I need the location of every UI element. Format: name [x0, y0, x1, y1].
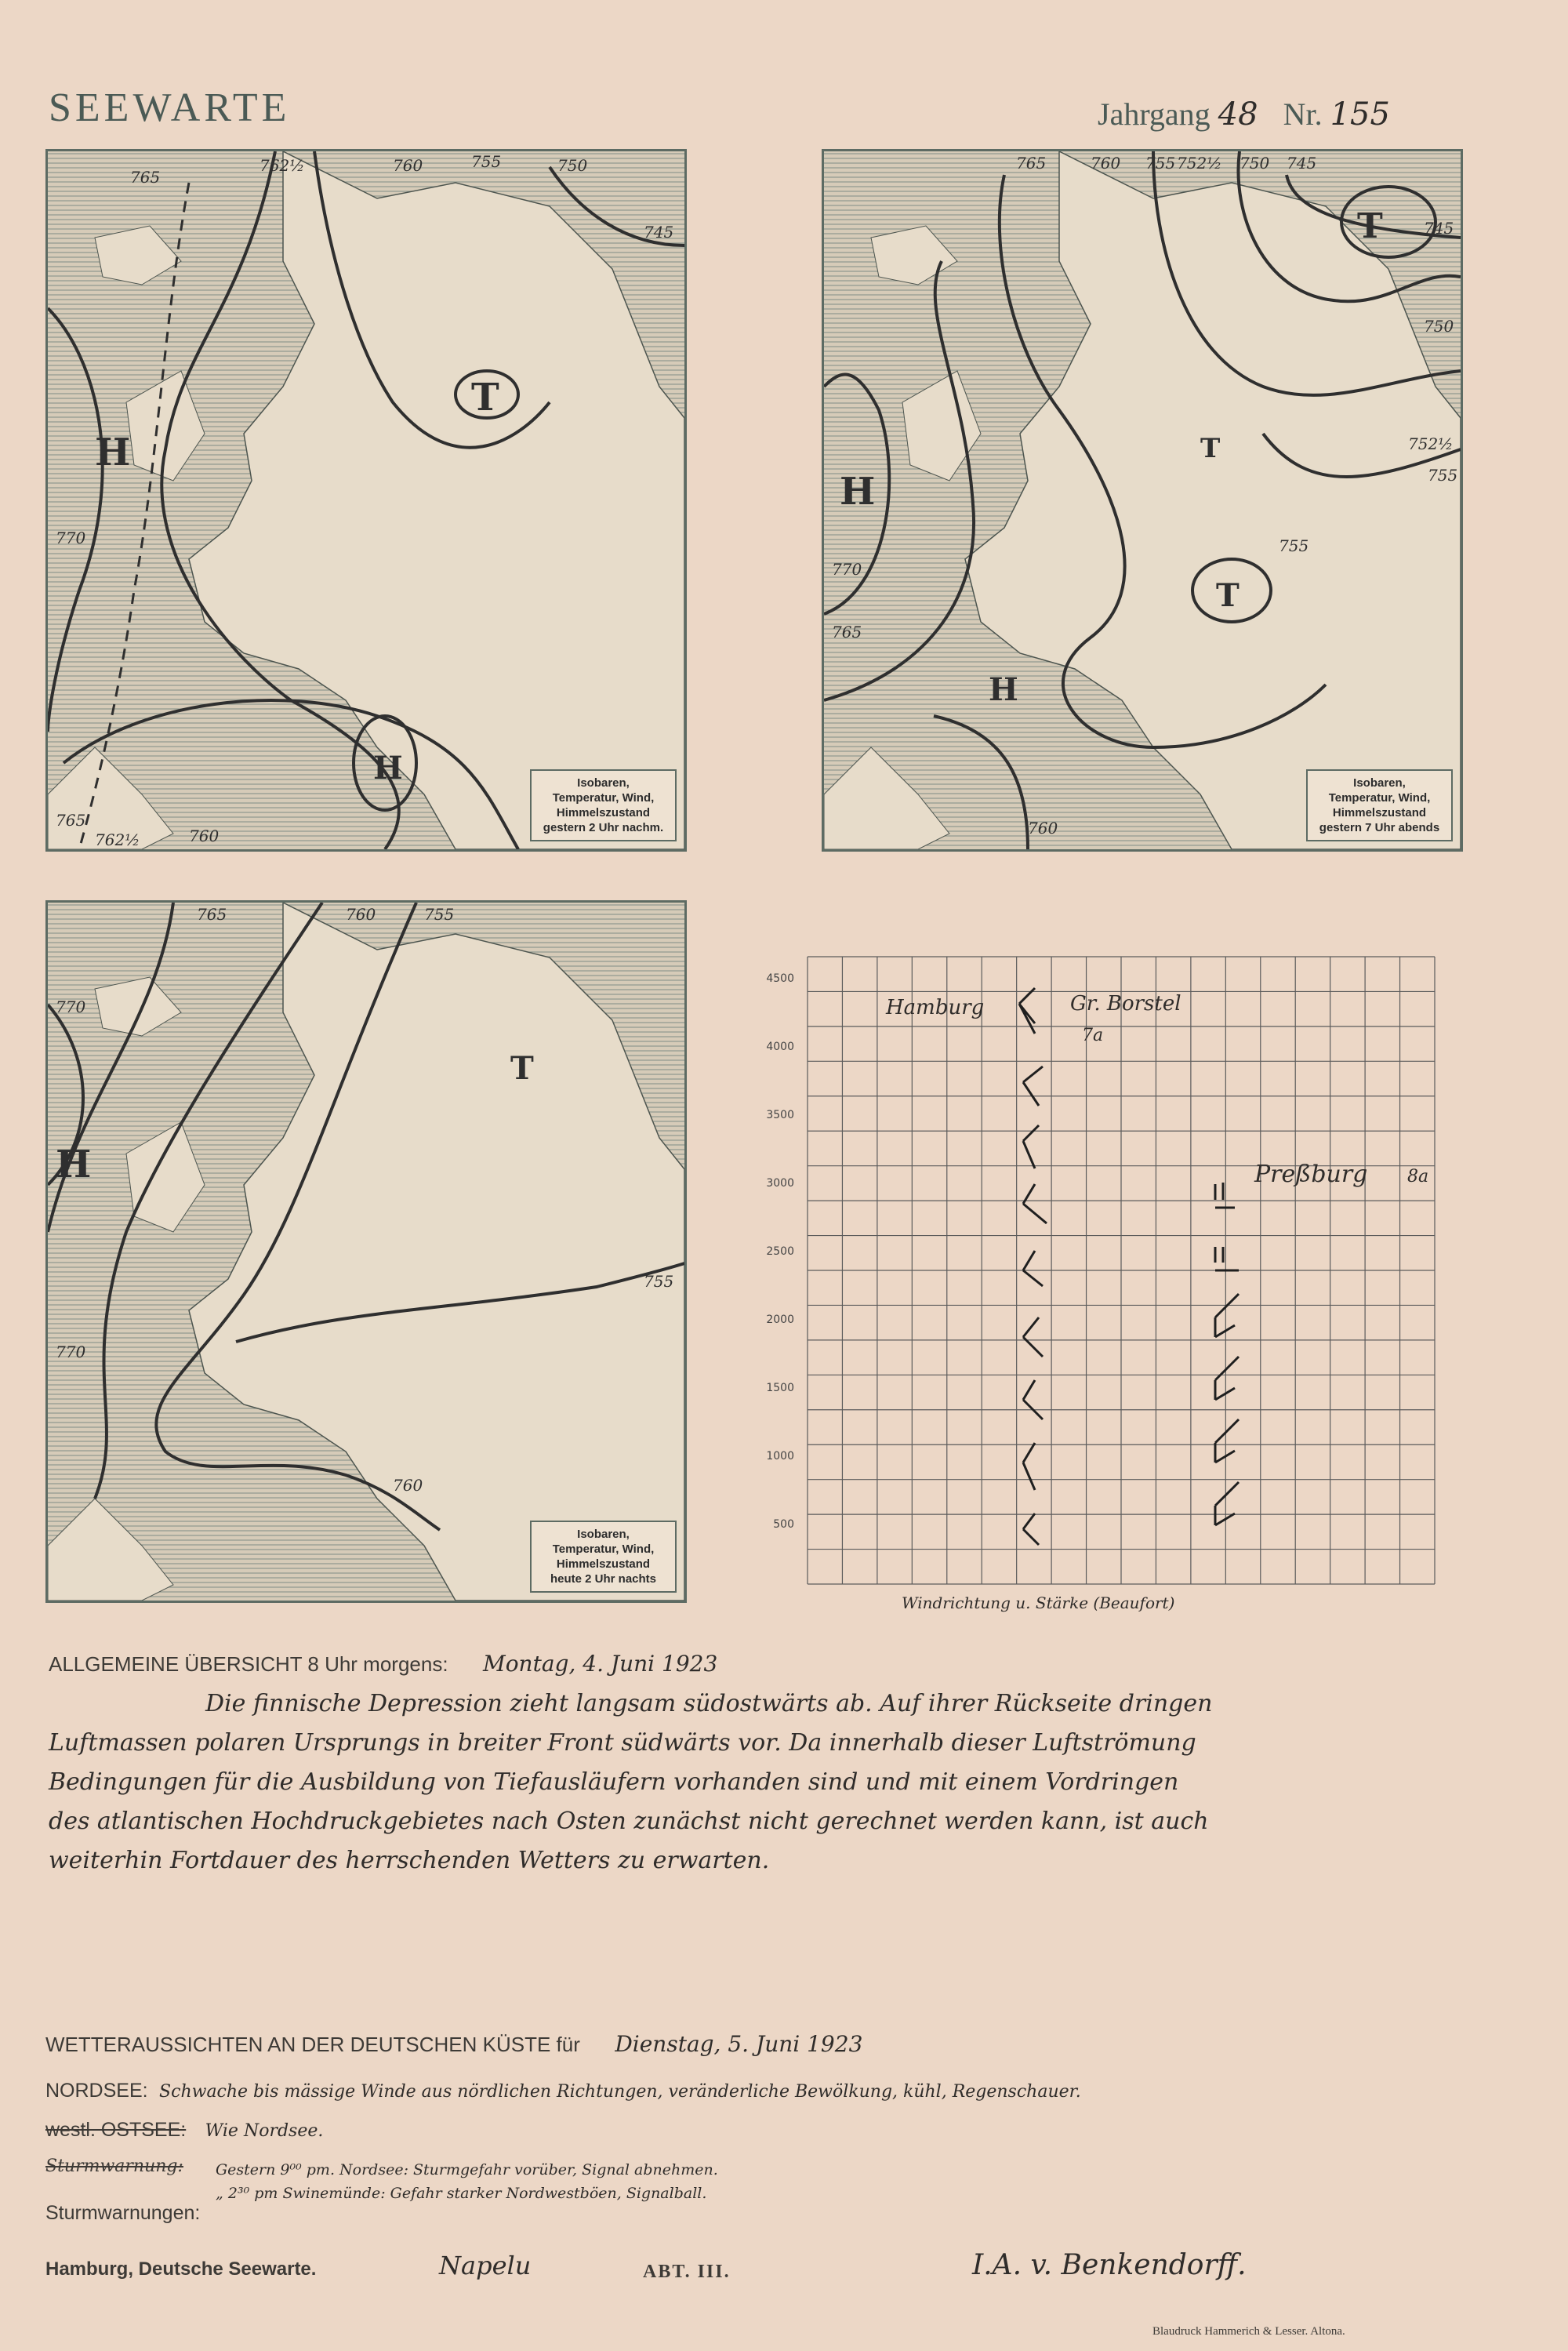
isobar-label: 770 — [56, 529, 86, 547]
map-legend — [530, 1521, 677, 1593]
y-tick: 3500 — [766, 1109, 794, 1121]
legend-line: Himmelszustand — [1332, 806, 1427, 819]
pressure-mark-high: H — [840, 470, 876, 514]
weather-map-evening — [822, 149, 1463, 852]
legend-line: gestern 7 Uhr abends — [1319, 821, 1440, 834]
ostsee-text: Wie Nordsee. — [205, 2121, 324, 2141]
forecast-heading-row — [45, 2031, 862, 2057]
isobar-label: 762½ — [260, 156, 305, 175]
isobar-label: 760 — [1091, 154, 1121, 173]
printer-note: Blaudruck Hammerich & Lesser. Altona. — [1152, 2325, 1345, 2338]
x-axis-label: Windrichtung u. Stärke (Beaufort) — [902, 1593, 1175, 1612]
storm-struck-row — [45, 2157, 183, 2176]
isobar-label: 760 — [1028, 819, 1058, 838]
weather-map-afternoon — [45, 149, 687, 852]
struck-label: Sturmwarnung: — [45, 2157, 183, 2176]
legend-line: heute 2 Uhr nachts — [550, 1572, 657, 1586]
isobar-label: 770 — [56, 1343, 86, 1361]
map-legend — [530, 769, 677, 841]
map-legend — [1306, 769, 1453, 841]
legend-line: Temperatur, Wind, — [1328, 791, 1431, 805]
isobar-label: 755 — [1428, 466, 1458, 485]
header-title: SEEWARTE — [49, 85, 291, 130]
nordsee-label: NORDSEE: — [45, 2080, 148, 2102]
isobar-label: 770 — [832, 560, 862, 579]
storm-note: Gestern 9⁰⁰ pm. Nordsee: Sturmgefahr vorüber, Signal abnehmen. — [216, 2161, 718, 2178]
ostsee-label: westl. OSTSEE: — [45, 2119, 187, 2141]
volume-number: 48 — [1218, 96, 1258, 133]
isobar-label: 760 — [189, 827, 220, 845]
station-time: 7a — [1082, 1026, 1104, 1045]
number-label: Nr. — [1283, 96, 1323, 132]
header-issue — [1098, 96, 1390, 133]
overview-line: Die finnische Depression zieht langsam südostwärts ab. Auf ihrer Rückseite dringen — [205, 1690, 1213, 1717]
legend-line: Isobaren, — [577, 1528, 630, 1541]
pressure-mark-high: H — [95, 431, 131, 474]
isobar-label: 762½ — [95, 830, 140, 849]
overview-date: Montag, 4. Juni 1923 — [483, 1651, 718, 1677]
isobar-label: 750 — [1240, 154, 1270, 173]
overview-heading-row — [49, 1651, 717, 1677]
forecast-heading: WETTERAUSSICHTEN AN DER DEUTSCHEN KÜSTE für — [45, 2033, 580, 2056]
isobar-label: 750 — [557, 156, 588, 175]
map-drawing — [48, 903, 684, 1601]
signature-left: Napelu — [439, 2251, 532, 2280]
pressure-mark-high: H — [56, 1143, 92, 1186]
pressure-mark-low: T — [1216, 577, 1240, 614]
isobar-label: 765 — [56, 811, 86, 830]
y-tick: 500 — [773, 1518, 794, 1531]
overview-line: weiterhin Fortdauer des herrschenden Wetters zu erwarten. — [49, 1847, 770, 1874]
station-pressburg: Preßburg — [1254, 1161, 1368, 1188]
legend-line: Temperatur, Wind, — [552, 1543, 655, 1556]
isobar-label: 755 — [644, 1272, 674, 1291]
footer-place: Hamburg, Deutsche Seewarte. — [45, 2258, 317, 2280]
storm-note: „ 2³⁰ pm Swinemünde: Gefahr starker Nordwestböen, Signalball. — [216, 2185, 707, 2202]
pressure-mark-low: T — [1357, 206, 1383, 246]
legend-line: Isobaren, — [1353, 776, 1406, 790]
pressure-mark-high: H — [373, 750, 403, 787]
pressure-mark-low: T — [510, 1050, 534, 1087]
overview-text — [49, 1684, 1460, 1880]
wind-profile-chart — [766, 949, 1443, 1612]
isobar-label: 760 — [393, 1476, 423, 1495]
overview-line: Luftmassen polaren Ursprungs in breiter Front südwärts vor. Da innerhalb dieser Luftströmung — [49, 1729, 1196, 1757]
isobar-label: 745 — [644, 223, 674, 242]
isobar-label: 755 — [1145, 154, 1176, 173]
storm-notes — [216, 2158, 718, 2205]
legend-line: Isobaren, — [577, 776, 630, 790]
isobar-label: 765 — [832, 623, 862, 641]
y-tick: 3000 — [766, 1177, 794, 1190]
y-tick: 4500 — [766, 972, 794, 985]
pressure-mark-low: T — [471, 376, 499, 420]
isobar-label: 755 — [424, 905, 455, 924]
isobar-label: 760 — [346, 905, 376, 924]
forecast-date: Dienstag, 5. Juni 1923 — [615, 2031, 863, 2057]
storm-warnings-label: Sturmwarnungen: — [45, 2202, 201, 2224]
isobar-label: 745 — [1424, 219, 1454, 238]
y-tick: 2000 — [766, 1314, 794, 1326]
isobar-label: 752½ — [1177, 154, 1222, 173]
legend-line: Temperatur, Wind, — [552, 791, 655, 805]
map-drawing — [824, 151, 1461, 849]
map-drawing — [48, 151, 684, 849]
issue-number: 155 — [1330, 96, 1390, 133]
overview-heading: ALLGEMEINE ÜBERSICHT 8 Uhr morgens: — [49, 1652, 448, 1676]
forecast-ostsee — [45, 2119, 323, 2142]
y-tick: 1500 — [766, 1382, 794, 1394]
station-borstel: Gr. Borstel — [1070, 992, 1181, 1016]
pressure-mark-high: H — [989, 671, 1018, 708]
legend-line: gestern 2 Uhr nachm. — [543, 821, 664, 834]
isobar-label: 750 — [1424, 317, 1454, 336]
weather-map-night — [45, 900, 687, 1603]
signature-right: I.A. v. Benkendorff. — [972, 2249, 1247, 2281]
isobar-label: 765 — [130, 168, 161, 187]
volume-label: Jahrgang — [1098, 96, 1210, 132]
pressure-mark-low: T — [1200, 433, 1221, 464]
station-hamburg: Hamburg — [886, 996, 985, 1019]
isobar-label: 745 — [1287, 154, 1317, 173]
wind-grid — [800, 949, 1443, 1592]
legend-line: Himmelszustand — [556, 1557, 651, 1571]
station-time: 8a — [1407, 1167, 1429, 1186]
nordsee-text: Schwache bis mässige Winde aus nördlichen Richtungen, veränderliche Bewölkung, kühl, Regenschauer. — [159, 2082, 1081, 2102]
isobar-label: 765 — [197, 905, 227, 924]
department: ABT. III. — [643, 2262, 731, 2282]
isobar-label: 770 — [56, 997, 86, 1016]
overview-line: des atlantischen Hochdruckgebietes nach Osten zunächst nicht gerechnet werden kann, ist auch — [49, 1808, 1209, 1835]
forecast-nordsee — [45, 2080, 1496, 2102]
overview-line: Bedingungen für die Ausbildung von Tiefausläufern vorhanden sind und mit einem Vordringen — [49, 1768, 1179, 1796]
y-tick: 4000 — [766, 1041, 794, 1053]
isobar-label: 765 — [1016, 154, 1047, 173]
isobar-label: 755 — [1279, 536, 1309, 555]
isobar-label: 760 — [393, 156, 423, 175]
y-tick: 2500 — [766, 1245, 794, 1258]
legend-line: Himmelszustand — [556, 806, 651, 819]
isobar-label: 752½ — [1408, 434, 1454, 453]
isobar-label: 755 — [471, 152, 502, 171]
y-tick: 1000 — [766, 1450, 794, 1463]
